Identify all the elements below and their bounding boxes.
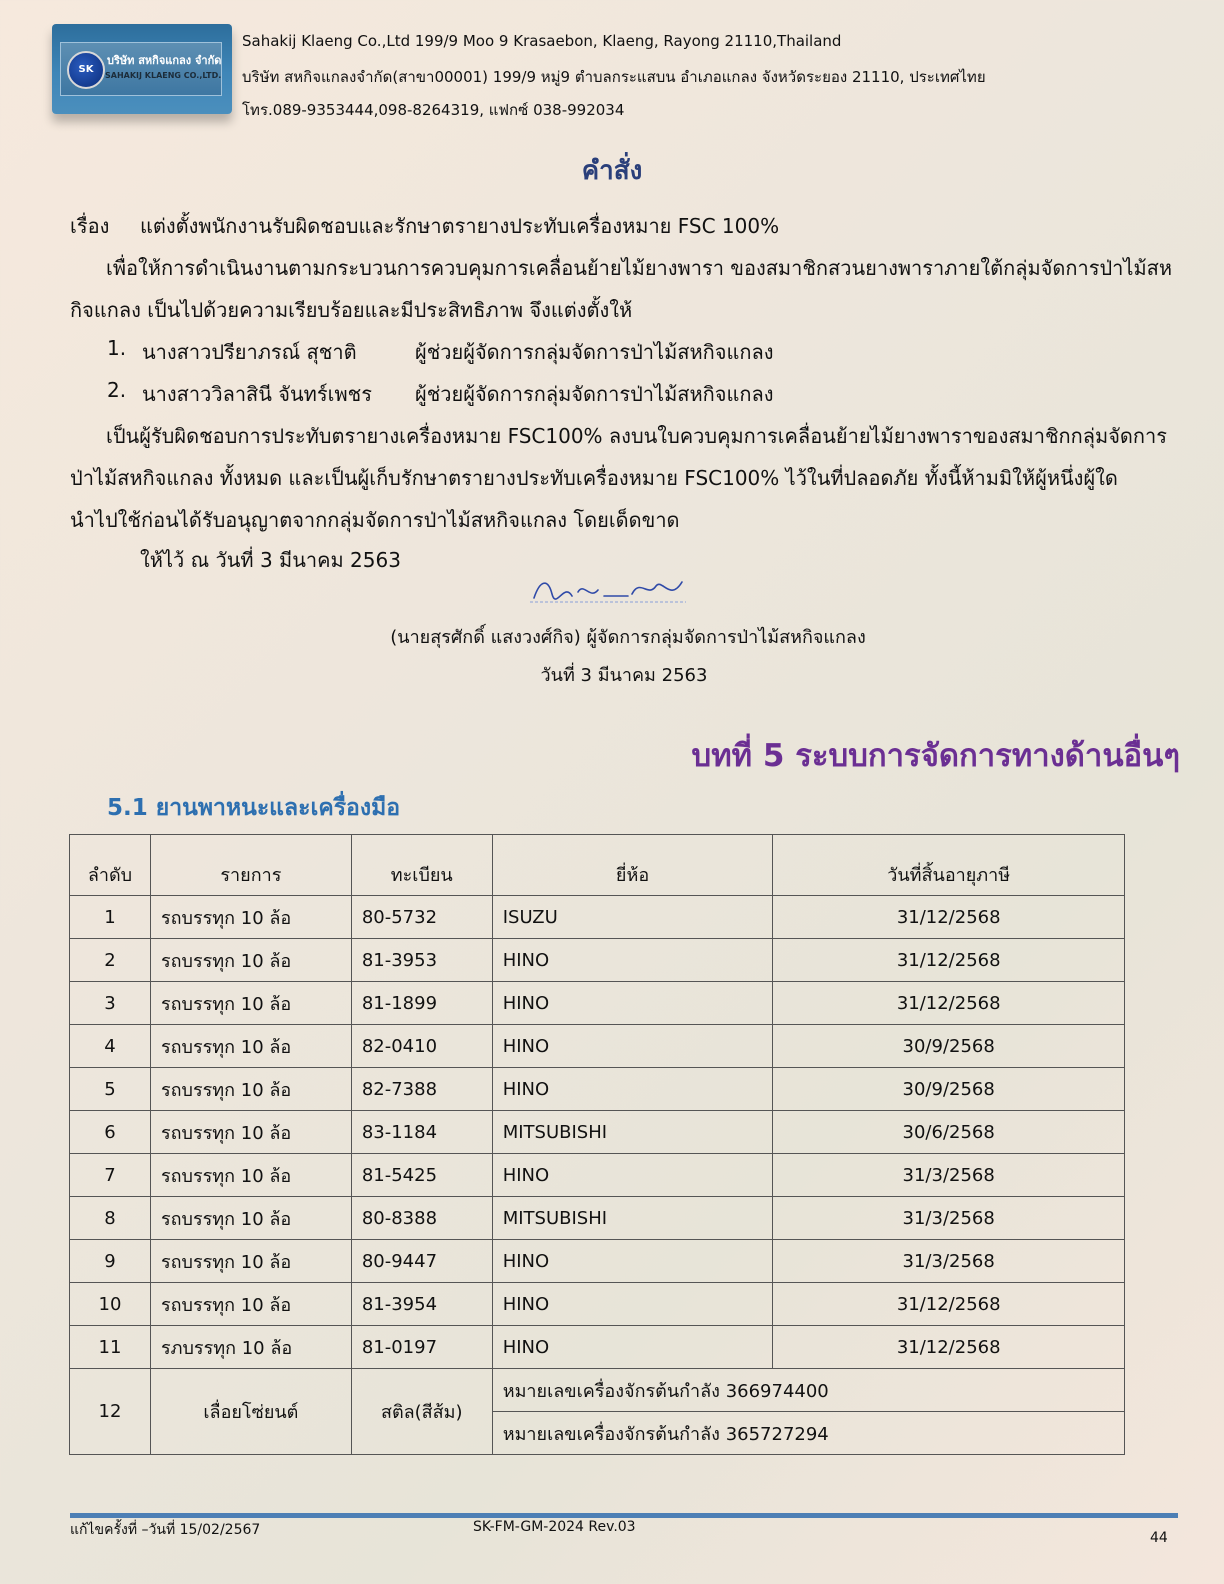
cell-number: 2 <box>70 939 151 982</box>
cell-number: 5 <box>70 1068 151 1111</box>
cell-registration: 81-3953 <box>351 939 492 982</box>
appointee-role: ผู้ช่วยผู้จัดการกลุ่มจัดการป่าไม้สหกิจแกลง <box>415 382 774 406</box>
cell-tax-expiry: 31/12/2568 <box>773 939 1125 982</box>
cell-brand: สติล(สีส้ม) <box>351 1369 492 1455</box>
cell-item: รถบรรทุก 10 ล้อ <box>150 1068 351 1111</box>
cell-registration: 81-0197 <box>351 1326 492 1369</box>
cell-tax-expiry: 31/3/2568 <box>773 1154 1125 1197</box>
cell-registration: 80-5732 <box>351 896 492 939</box>
cell-tax-expiry: 30/6/2568 <box>773 1111 1125 1154</box>
cell-number: 7 <box>70 1154 151 1197</box>
cell-item: รถบรรทุก 10 ล้อ <box>150 1240 351 1283</box>
column-header: ยี่ห้อ <box>492 835 773 896</box>
table-row <box>70 1068 1125 1111</box>
cell-item: รถบรรทุก 10 ล้อ <box>150 1283 351 1326</box>
cell-number: 8 <box>70 1197 151 1240</box>
cell-registration: 81-3954 <box>351 1283 492 1326</box>
cell-engine-number: หมายเลขเครื่องจักรต้นกำลัง 366974400 <box>492 1369 1124 1412</box>
cell-item: รถบรรทุก 10 ล้อ <box>150 939 351 982</box>
cell-tax-expiry: 30/9/2568 <box>773 1025 1125 1068</box>
cell-item: รถบรรทุก 10 ล้อ <box>150 1154 351 1197</box>
table-row <box>70 896 1125 939</box>
order-subject: แต่งตั้งพนักงานรับผิดชอบและรักษาตรายางประทับเครื่องหมาย FSC 100% <box>140 214 780 238</box>
cell-number: 1 <box>70 896 151 939</box>
cell-tax-expiry: 31/3/2568 <box>773 1240 1125 1283</box>
signer-name: (นายสุรศักดิ์ แสงวงศ์กิจ) ผู้จัดการกลุ่มจัดการป่าไม้สหกิจแกลง <box>390 627 866 648</box>
cell-tax-expiry: 31/3/2568 <box>773 1197 1125 1240</box>
order-intro-line2: กิจแกลง เป็นไปด้วยความเรียบร้อยและมีประสิทธิภาพ จึงแต่งตั้งให้ <box>70 298 633 322</box>
cell-brand: HINO <box>492 1068 773 1111</box>
table-row <box>70 1326 1125 1369</box>
cell-number: 12 <box>70 1369 151 1455</box>
column-header: ลำดับ <box>70 835 151 896</box>
logo-badge: SK <box>67 51 105 89</box>
cell-registration: 81-5425 <box>351 1154 492 1197</box>
cell-item: เลื่อยโซ่ยนต์ <box>150 1369 351 1455</box>
footer-revision: แก้ไขครั้งที่ –วันที่ 15/02/2567 <box>70 1522 261 1538</box>
cell-registration: 80-8388 <box>351 1197 492 1240</box>
column-header: วันที่สิ้นอายุภาษี <box>773 835 1125 896</box>
cell-registration: 80-9447 <box>351 1240 492 1283</box>
signature-image <box>528 572 688 606</box>
table-row <box>70 1197 1125 1240</box>
cell-tax-expiry: 30/9/2568 <box>773 1068 1125 1111</box>
cell-item: รถบรรทุก 10 ล้อ <box>150 1111 351 1154</box>
cell-tax-expiry: 31/12/2568 <box>773 896 1125 939</box>
cell-brand: HINO <box>492 1326 773 1369</box>
cell-number: 4 <box>70 1025 151 1068</box>
cell-number: 3 <box>70 982 151 1025</box>
cell-tax-expiry: 31/12/2568 <box>773 1283 1125 1326</box>
table-row <box>70 939 1125 982</box>
order-intro-line1: เพื่อให้การดำเนินงานตามกระบวนการควบคุมการเคลื่อนย้ายไม้ยางพารา ของสมาชิกสวนยางพาราภายใต้กลุ่มจัดการป่าไม้สห <box>106 256 1173 280</box>
cell-number: 6 <box>70 1111 151 1154</box>
appointee-name: นางสาววิลาสินี จันทร์เพชร <box>142 382 372 406</box>
logo-text-english: SAHAKIJ KLAENG CO.,LTD. <box>105 71 222 80</box>
logo-sign <box>60 42 222 96</box>
cell-brand: MITSUBISHI <box>492 1197 773 1240</box>
sign-date: วันที่ 3 มีนาคม 2563 <box>540 665 708 686</box>
cell-item: รถบรรทุก 10 ล้อ <box>150 982 351 1025</box>
company-logo <box>52 24 232 114</box>
cell-registration: 82-7388 <box>351 1068 492 1111</box>
cell-brand: HINO <box>492 1240 773 1283</box>
chapter-title: บทที่ 5 ระบบการจัดการทางด้านอื่นๆ <box>691 738 1180 774</box>
cell-brand: ISUZU <box>492 896 773 939</box>
cell-number: 11 <box>70 1326 151 1369</box>
cell-number: 9 <box>70 1240 151 1283</box>
footer-doc-code: SK-FM-GM-2024 Rev.03 <box>473 1519 636 1535</box>
order-subject-label: เรื่อง <box>70 214 110 238</box>
cell-brand: HINO <box>492 1283 773 1326</box>
column-header: รายการ <box>150 835 351 896</box>
cell-number: 10 <box>70 1283 151 1326</box>
cell-item: รภบรรทุก 10 ล้อ <box>150 1326 351 1369</box>
table-row <box>70 1154 1125 1197</box>
header-address-en: Sahakij Klaeng Co.,Ltd 199/9 Moo 9 Krasaebon, Klaeng, Rayong 21110,Thailand <box>242 32 842 50</box>
table-row <box>70 982 1125 1025</box>
cell-brand: HINO <box>492 982 773 1025</box>
vehicle-table <box>69 834 1125 1455</box>
header-contact: โทร.089-9353444,098-8264319, แฟกซ์ 038-992034 <box>242 101 625 119</box>
appointee-number: 1. <box>107 336 127 360</box>
cell-item: รถบรรทุก 10 ล้อ <box>150 896 351 939</box>
table-header-row <box>70 835 1125 896</box>
cell-tax-expiry: 31/12/2568 <box>773 982 1125 1025</box>
cell-engine-number: หมายเลขเครื่องจักรต้นกำลัง 365727294 <box>492 1412 1124 1455</box>
table-row <box>70 1283 1125 1326</box>
logo-text-thai: บริษัท สหกิจแกลง จำกัด <box>107 54 222 67</box>
appointee-role: ผู้ช่วยผู้จัดการกลุ่มจัดการป่าไม้สหกิจแกลง <box>415 340 774 364</box>
cell-registration: 83-1184 <box>351 1111 492 1154</box>
appointee-name: นางสาวปรียาภรณ์ สุชาติ <box>142 340 357 364</box>
table-row <box>70 1240 1125 1283</box>
cell-brand: HINO <box>492 939 773 982</box>
cell-brand: MITSUBISHI <box>492 1111 773 1154</box>
cell-item: รถบรรทุก 10 ล้อ <box>150 1025 351 1068</box>
cell-registration: 82-0410 <box>351 1025 492 1068</box>
order-duty-line2: ป่าไม้สหกิจแกลง ทั้งหมด และเป็นผู้เก็บรักษาตรายางประทับเครื่องหมาย FSC100% ไว้ในที่ปลอดภัย ทั้งนี้ห้ามมิให้ผู้หนึ่งผู้ใด <box>70 466 1118 490</box>
cell-registration: 81-1899 <box>351 982 492 1025</box>
column-header: ทะเบียน <box>351 835 492 896</box>
cell-item: รถบรรทุก 10 ล้อ <box>150 1197 351 1240</box>
header-address-th: บริษัท สหกิจแกลงจำกัด(สาขา00001) 199/9 หมู่9 ตำบลกระแสบน อำเภอแกลง จังหวัดระยอง 21110, ประเทศไทย <box>242 68 986 86</box>
table-row <box>70 1025 1125 1068</box>
order-title: คำสั่ง <box>581 156 643 186</box>
order-duty-line1: เป็นผู้รับผิดชอบการประทับตรายางเครื่องหมาย FSC100% ลงบนใบควบคุมการเคลื่อนย้ายไม้ยางพาราของสมาชิกกลุ่มจัดการ <box>106 424 1167 448</box>
section-title: 5.1 ยานพาหนะและเครื่องมือ <box>107 795 401 821</box>
page-number: 44 <box>1150 1530 1168 1546</box>
table-row <box>70 1111 1125 1154</box>
order-given-date: ให้ไว้ ณ วันที่ 3 มีนาคม 2563 <box>140 548 401 572</box>
table-row <box>70 1369 1125 1412</box>
footer-divider <box>70 1513 1178 1518</box>
table-body <box>70 896 1125 1455</box>
appointee-number: 2. <box>107 378 127 402</box>
cell-brand: HINO <box>492 1025 773 1068</box>
order-duty-line3: นำไปใช้ก่อนได้รับอนุญาตจากกลุ่มจัดการป่าไม้สหกิจแกลง โดยเด็ดขาด <box>70 508 680 532</box>
cell-tax-expiry: 31/12/2568 <box>773 1326 1125 1369</box>
cell-brand: HINO <box>492 1154 773 1197</box>
